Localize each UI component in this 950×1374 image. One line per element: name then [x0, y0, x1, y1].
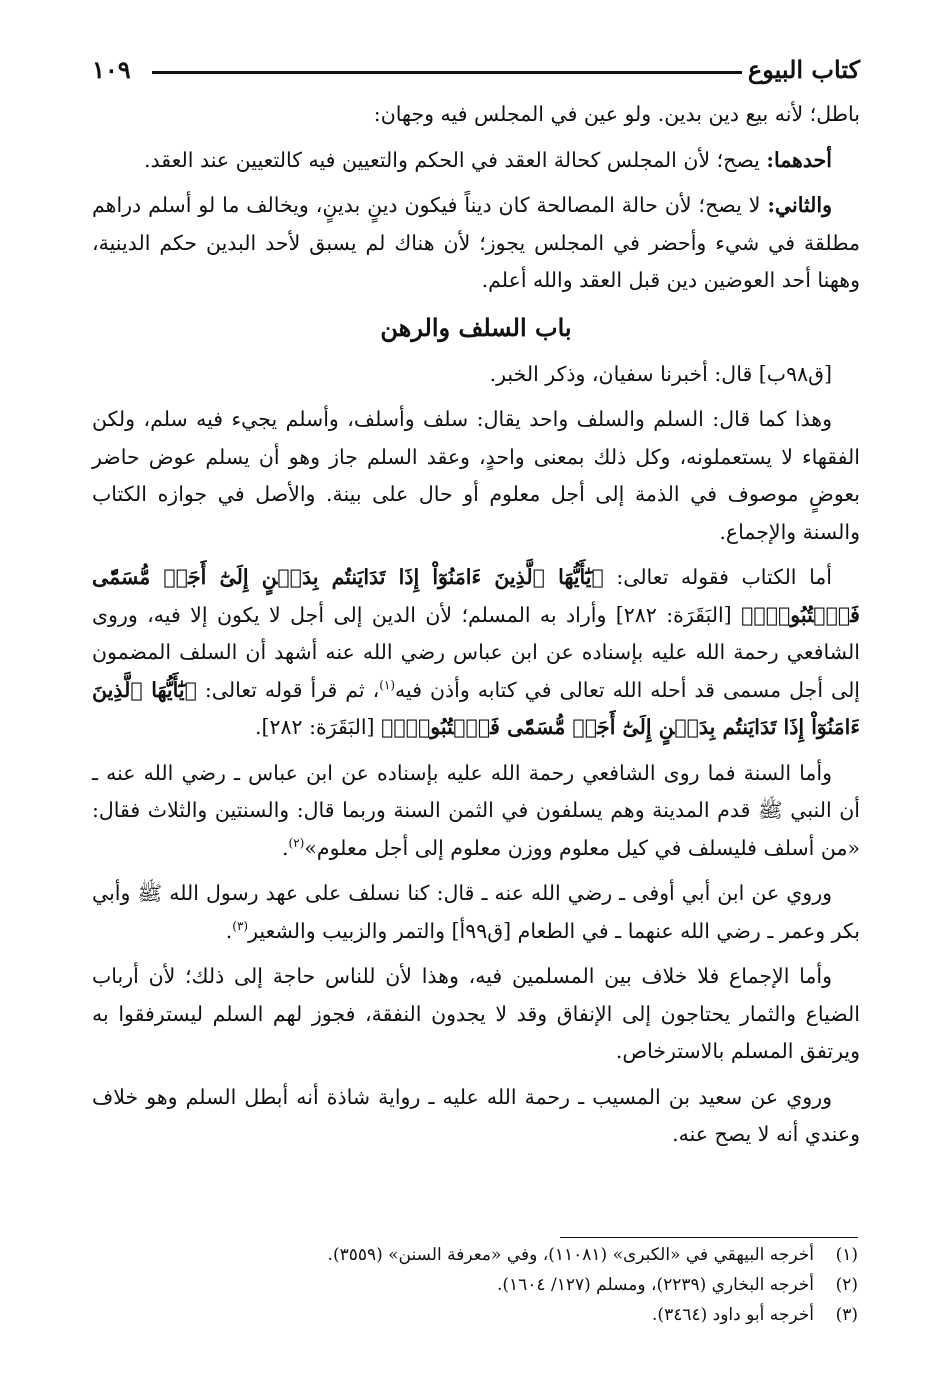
footnote-text: أخرجه أبو داود (٣٤٦٤).	[652, 1305, 814, 1325]
body-text	[92, 96, 860, 1162]
paragraph-7	[92, 755, 860, 868]
paragraph-6-text-c: ، ثم قرأ قوله تعالى:	[196, 677, 380, 702]
paragraph-10-text: وروي عن سعيد بن المسيب ـ رحمة الله عليه ـ رواية شاذة أنه أبطل السلم وهو خلاف وعندي أنه لا يصح عنه.	[92, 1084, 860, 1146]
paragraph-5	[92, 401, 860, 551]
page-header	[92, 52, 860, 92]
header-rule	[152, 71, 742, 74]
footnote-ref-2[interactable]: (٢)	[288, 835, 305, 850]
paragraph-10	[92, 1079, 860, 1154]
footnote-text: أخرجه البيهقي في «الكبرى» (١١٠٨١)، وفي «معرفة السنن» (٣٥٥٩).	[327, 1245, 814, 1265]
paragraph-2-text: يصح؛ لأن المجلس كحالة العقد في الحكم والتعيين فيه كالتعيين عند العقد.	[143, 147, 767, 172]
paragraph-7-text-a: وأما السنة فما روى الشافعي رحمة الله عليه بإسناده عن ابن عباس ـ رضي الله عنه ـ أن النبي ﷺ قدم المدينة وهم يسلفون في الثمن السنة وربما قال: والسنتين والثلاث فقال: «من أسلف فليسلف في كيل معلوم ووزن معلوم إلى أجل معلوم»	[92, 760, 860, 860]
footnote-1	[90, 1240, 858, 1270]
footnote-separator	[560, 1237, 858, 1238]
footnote-text: أخرجه البخاري (٢٢٣٩)، ومسلم (١٢٧/ ١٦٠٤).	[496, 1275, 814, 1295]
footnote-number: (٢)	[835, 1275, 858, 1295]
paragraph-4	[92, 356, 860, 394]
footnotes	[90, 1240, 858, 1330]
paragraph-6-text-b: [البَقَرَة: ٢٨٢] وأراد به المسلم؛ لأن الدين إلى أجل لا يكون إلا فيه، وروى الشافعي رحمة الله عليه بإسناده عن ابن عباس رضي الله عنه أشهد أن السلف المضمون إلى أجل مسمى قد أحله الله تعالى في كتابه وأذن فيه	[92, 602, 861, 702]
footnote-3	[90, 1300, 858, 1330]
paragraph-1-text: باطل؛ لأنه بيع دين بدين. ولو عين في المجلس فيه وجهان:	[373, 102, 860, 126]
footnote-number: (٣)	[835, 1305, 858, 1325]
paragraph-3-text: لا يصح؛ لأن حالة المصالحة كان ديناً فيكون دينٍ بدينٍ، ويخالف ما لو أسلم دراهم مطلقة في شيء وأحضر في المجلس يجوز؛ لأن هناك لم يسبق لأحد البدين حكم الدينية، وههنا أحد العوضين دين قبل العقد والله أعلم.	[92, 193, 860, 292]
paragraph-5-text: وهذا كما قال: السلم والسلف واحد يقال: سلف وأسلف، وأسلم يجيء فيه سلم، ولكن الفقهاء لا يستعملونه، وكل ذلك بمعنى واحدٍ، وعقد السلم جاز وهو أن يسلم عوض حاضر بعوضٍ موصوف في الذمة إلى أجل معلوم أو حال على بينة. والأصل في جوازه الكتاب والسنة والإجماع.	[92, 407, 860, 544]
paragraph-6-text-d: [البَقَرَة: ٢٨٢].	[255, 715, 382, 739]
paragraph-8-text-a: وروي عن ابن أبي أوفى ـ رضي الله عنه ـ قال: كنا نسلف على عهد رسول الله ﷺ وأبي بكر وعمر ـ رضي الله عنهما ـ في الطعام [ق٩٩أ] والتمر والزبيب والشعير	[92, 881, 860, 943]
second-opinion-label: والثاني:	[767, 193, 832, 217]
running-title: كتاب البيوع	[747, 55, 860, 84]
quran-verse-1: ﴿يَٰٓأَيُّهَا ٱلَّذِينَ ءَامَنُوٓاْ إِذَا تَدَايَنتُم بِدَيۡنٍ إِلَىٰٓ أَجَلٖ مُّسَمّٗى فَٱكۡتُبُوهُۚ﴾	[92, 565, 860, 627]
paragraph-2	[92, 142, 860, 180]
paragraph-1	[92, 96, 860, 134]
paragraph-6	[92, 559, 860, 747]
paragraph-3	[92, 187, 860, 300]
paragraph-6-text-a: أما الكتاب فقوله تعالى:	[603, 565, 832, 589]
quran-verse-2: ﴿يَٰٓأَيُّهَا ٱلَّذِينَ ءَامَنُوٓاْ إِذَا تَدَايَنتُم بِدَيۡنٍ إِلَىٰٓ أَجَلٖ مُّسَمّٗى فَٱكۡتُبُوهُۚ﴾	[92, 677, 860, 739]
paragraph-9-text: وأما الإجماع فلا خلاف بين المسلمين فيه، وهذا لأن للناس حاجة إلى ذلك؛ لأن أرباب الضياع والثمار يحتاجون إلى الإنفاق وقد لا يجدون النفقة، فجوز لهم السلم ليسترفقوا به ويرتفق المسلم بالاسترخاص.	[92, 964, 860, 1063]
footnote-ref-3[interactable]: (٣)	[232, 918, 249, 933]
paragraph-7-text-b: .	[282, 835, 289, 860]
footnote-2	[90, 1270, 858, 1300]
first-opinion-label: أحدهما:	[766, 147, 832, 172]
paragraph-8-text-b: .	[225, 918, 233, 943]
footnote-ref-1[interactable]: (١)	[379, 677, 396, 692]
paragraph-8	[92, 875, 860, 950]
page-number: ١٠٩	[92, 55, 131, 84]
section-heading: باب السلف والرهن	[380, 312, 572, 342]
paragraph-4-text: [ق٩٨ب] قال: أخبرنا سفيان، وذكر الخبر.	[489, 361, 832, 386]
footnote-number: (١)	[835, 1245, 858, 1265]
paragraph-9	[92, 958, 860, 1071]
